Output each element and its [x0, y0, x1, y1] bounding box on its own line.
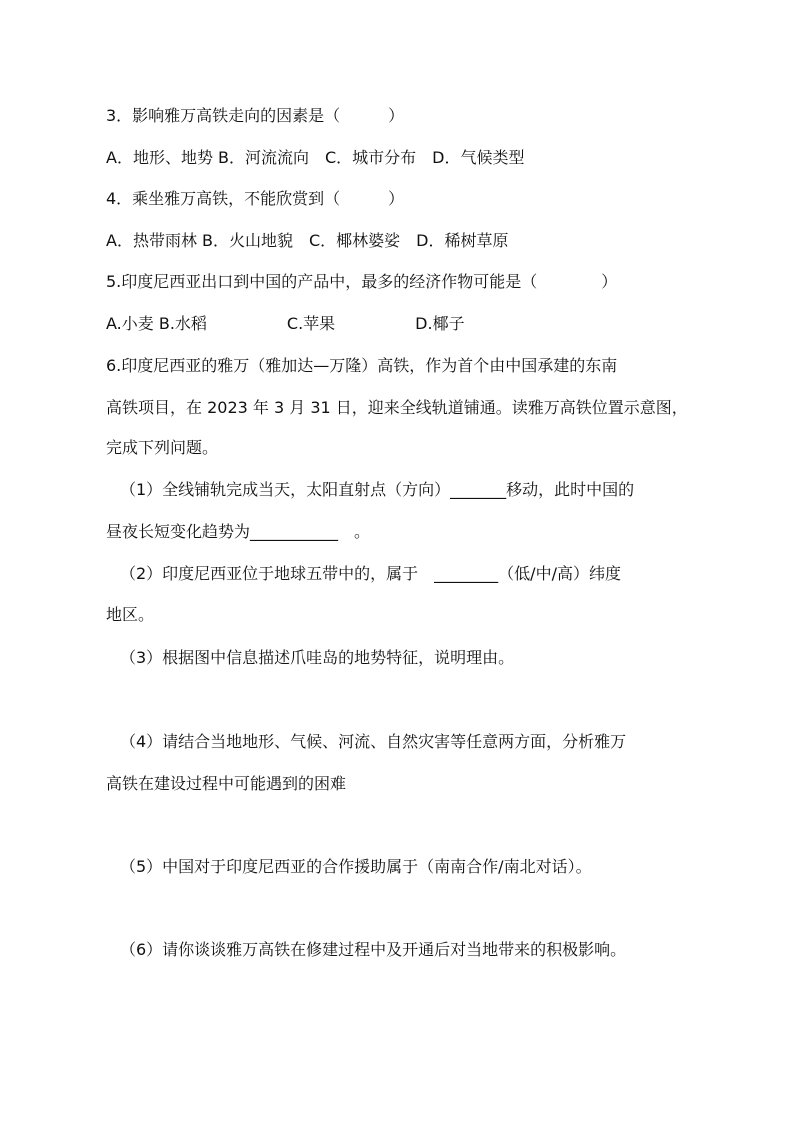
question-6-sub-3: （3）根据图中信息描述爪哇岛的地势特征，说明理由。 [120, 648, 515, 667]
question-6-sub-4-line-1: （4）请结合当地地形、气候、河流、自然灾害等任意两方面，分析雅万 [120, 732, 627, 751]
question-6-intro-line-2: 高铁项目，在 2023 年 3 月 31 日，迎来全线轨道铺通。读雅万高铁位置示意图， [106, 398, 688, 417]
question-6-intro-line-1: 6.印度尼西亚的雅万（雅加达—万隆）高铁，作为首个由中国承建的东南 [106, 356, 618, 375]
question-6-sub-6: （6）请你谈谈雅万高铁在修建过程中及开通后对当地带来的积极影响。 [120, 940, 627, 959]
question-3-options: A．地形、地势 B．河流流向 C．城市分布 D．气候类型 [106, 148, 525, 167]
question-5: 5.印度尼西亚出口到中国的产品中，最多的经济作物可能是（ ） [106, 272, 618, 291]
question-6-sub-4-line-2: 高铁在建设过程中可能遇到的困难 [106, 774, 347, 793]
question-4-options: A．热带雨林 B．火山地貌 C．椰林婆娑 D．稀树草原 [106, 231, 509, 250]
question-5-options: A.小麦 B.水稻 C.苹果 D.椰子 [106, 314, 465, 333]
question-6-sub-5: （5）中国对于印度尼西亚的合作援助属于（南南合作/南北对话）。 [120, 857, 592, 876]
question-6-sub-1-line-1: （1）全线铺轨完成当天，太阳直射点（方向）_______移动，此时中国的 [120, 480, 635, 499]
question-4: 4．乘坐雅万高铁，不能欣赏到（ ） [106, 189, 405, 208]
question-6-sub-2-line-2: 地区。 [106, 605, 155, 624]
question-6-intro-line-3: 完成下列问题。 [106, 438, 219, 457]
question-6-sub-1-line-2: 昼夜长短变化趋势为___________ 。 [106, 522, 371, 541]
question-6-sub-2-line-1: （2）印度尼西亚位于地球五带中的，属于 ________（低/中/高）纬度 [120, 564, 621, 583]
question-3: 3．影响雅万高铁走向的因素是（ ） [106, 106, 405, 125]
